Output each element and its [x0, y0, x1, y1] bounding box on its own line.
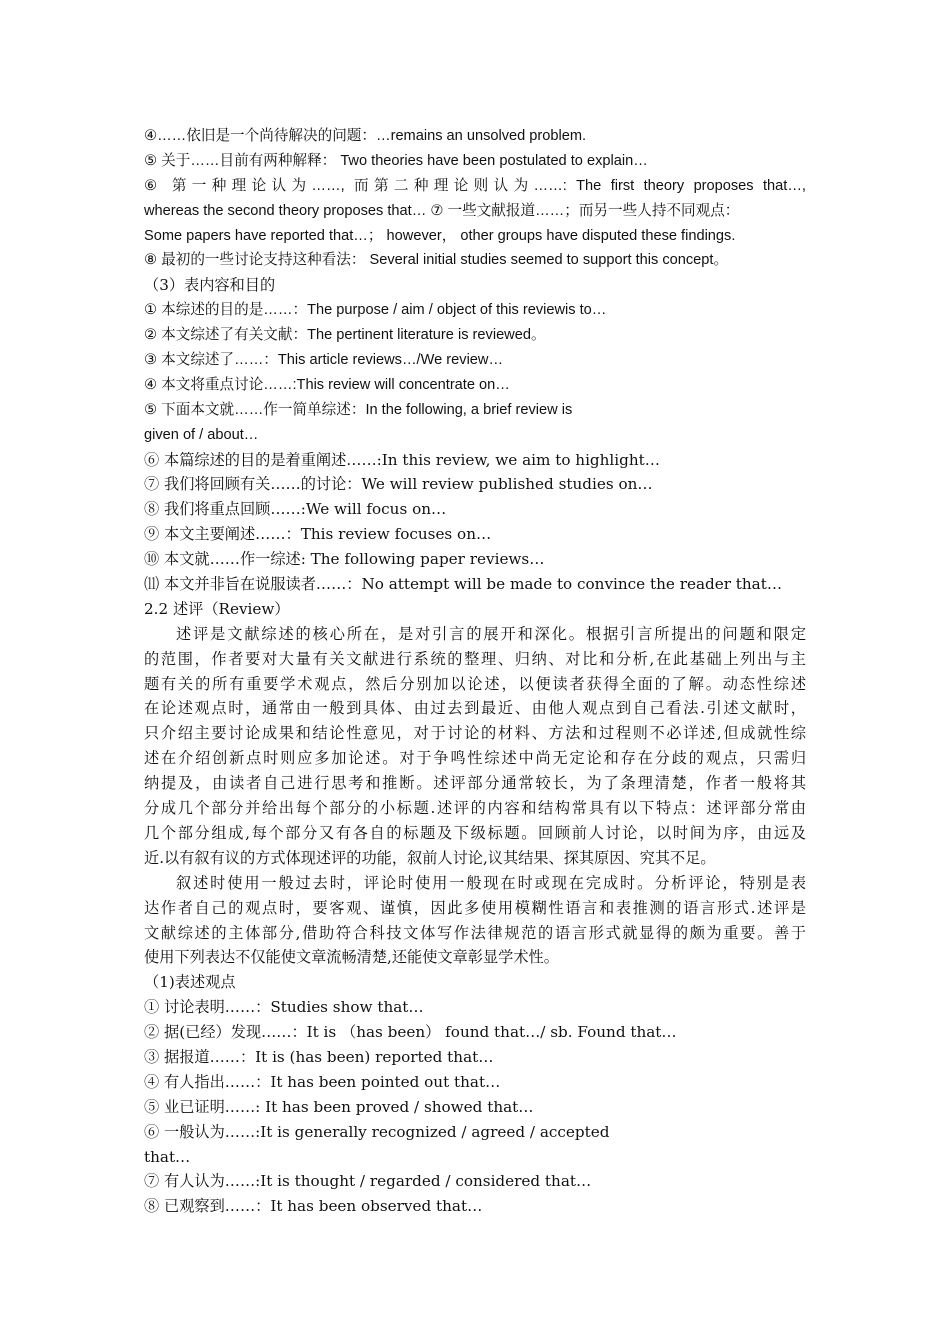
- text-line: ⑾ 本文并非旨在说服读者……：No attempt will be made to convince the reader that…: [144, 575, 783, 594]
- paragraph-line: 近.以有叙有议的方式体现述评的功能，叙前人讨论,议其结果、探其原因、究其不足。: [144, 848, 716, 867]
- text-line: ④ 本文将重点讨论……:This review will concentrate on…: [144, 376, 510, 393]
- paragraph-review: [144, 622, 806, 871]
- section-heading: 2.2 述评（Review）: [144, 599, 290, 618]
- text-line: ⑦ 我们将回顾有关……的讨论：We will review published studies on…: [144, 475, 653, 494]
- text-line: ⑧ 我们将重点回顾……:We will focus on…: [144, 500, 447, 519]
- section-heading: （3）表内容和目的: [144, 276, 276, 295]
- text-line: ① 本综述的目的是……：The purpose / aim / object of this reviewis to…: [144, 302, 607, 319]
- text-line: ⑧ 最初的一些讨论支持这种看法： Several initial studies seemed to support this concept。: [144, 252, 729, 269]
- text-line: whereas the second theory proposes that… ⑦ 一些文献报道……；而另一些人持不同观点：: [144, 202, 740, 219]
- paragraph-line: 的范围，作者要对大量有关文献进行系统的整理、归纳、对比和分析,在此基础上列出与主: [144, 649, 806, 668]
- paragraph-line: 达作者自己的观点时，要客观、谨慎，因此多使用模糊性语言和表推测的语言形式.述评是: [144, 898, 806, 917]
- text-line: ② 本文综述了有关文献：The pertinent literature is reviewed。: [144, 327, 546, 344]
- paragraph-line: 纳提及，由读者自己进行思考和推断。述评部分通常较长，为了条理清楚，作者一般将其: [144, 774, 806, 793]
- text-line: ③ 本文综述了……：This article reviews…/We review…: [144, 352, 504, 369]
- paragraph-tense: [144, 871, 806, 971]
- text-line: ① 讨论表明……：Studies show that…: [144, 998, 424, 1017]
- paragraph-line: 文献综述的主体部分,借助符合科技文体写作法律规范的语言形式就显得的颇为重要。善于: [144, 923, 806, 942]
- text-line: ⑤ 下面本文就……作一简单综述：In the following, a brief review is: [144, 401, 573, 418]
- text-line: ⑩ 本文就……作一综述: The following paper reviews…: [144, 550, 545, 569]
- text-line: ⑥ 一般认为……:It is generally recognized / agreed / accepted: [144, 1122, 610, 1141]
- paragraph-line: 题有关的所有重要学术观点，然后分别加以论述，以便读者获得全面的了解。动态性综述: [144, 674, 806, 693]
- text-line: ⑦ 有人认为……:It is thought / regarded / considered that…: [144, 1172, 592, 1191]
- text-line: ④ 有人指出……：It has been pointed out that…: [144, 1072, 501, 1091]
- text-line: ⑤ 关于……目前有两种解释： Two theories have been postulated to explain…: [144, 152, 648, 169]
- text-line: that…: [144, 1147, 191, 1166]
- paragraph-line: 述评是文献综述的核心所在，是对引言的展开和深化。根据引言所提出的问题和限定: [176, 624, 806, 643]
- text-line: given of / about…: [144, 426, 259, 443]
- text-line: ⑥ 第一种理论认为……, 而第二种理论则认为……: The first theory proposes that…,: [144, 177, 806, 194]
- paragraph-line: 在论述观点时，通常由一般到具体、由过去到最近、由他人观点到自己看法.引述文献时，: [144, 699, 806, 718]
- paragraph-line: 述在介绍创新点时则应多加论述。对于争鸣性综述中尚无定论和存在分歧的观点，只需归: [144, 749, 806, 768]
- paragraph-line: 几个部分组成,每个部分又有各自的标题及下级标题。回顾前人讨论，以时间为序，由远及: [144, 823, 806, 842]
- paragraph-line: 只介绍主要讨论成果和结论性意见，对于讨论的材料、方法和过程则不必详述,但成就性综: [144, 724, 806, 743]
- text-line: ⑧ 已观察到……：It has been observed that…: [144, 1197, 483, 1216]
- paragraph-line: 使用下列表达不仅能使文章流畅清楚,还能使文章彰显学术性。: [144, 948, 559, 967]
- text-line: Some papers have reported that…； however， other groups have disputed these findings.: [144, 227, 736, 244]
- text-line: ③ 据报道……：It is (has been) reported that…: [144, 1047, 494, 1066]
- text-line: ⑤ 业已证明……: It has been proved / showed that…: [144, 1097, 534, 1116]
- paragraph-line: 叙述时使用一般过去时，评论时使用一般现在时或现在完成时。分析评论，特别是表: [176, 873, 806, 892]
- text-line: ④……依旧是一个尚待解决的问题：…remains an unsolved problem.: [144, 128, 587, 144]
- section-heading: （1)表述观点: [144, 973, 236, 992]
- text-line: ⑥ 本篇综述的目的是着重阐述……:In this review, we aim to highlight…: [144, 450, 660, 469]
- document-page: [144, 124, 806, 1219]
- paragraph-line: 分成几个部分并给出每个部分的小标题.述评的内容和结构常具有以下特点：述评部分常由: [144, 799, 806, 818]
- text-line: ⑨ 本文主要阐述……：This review focuses on…: [144, 525, 492, 544]
- text-line: ② 据(已经）发现……：It is （has been） found that…/ sb. Found that…: [144, 1023, 677, 1042]
